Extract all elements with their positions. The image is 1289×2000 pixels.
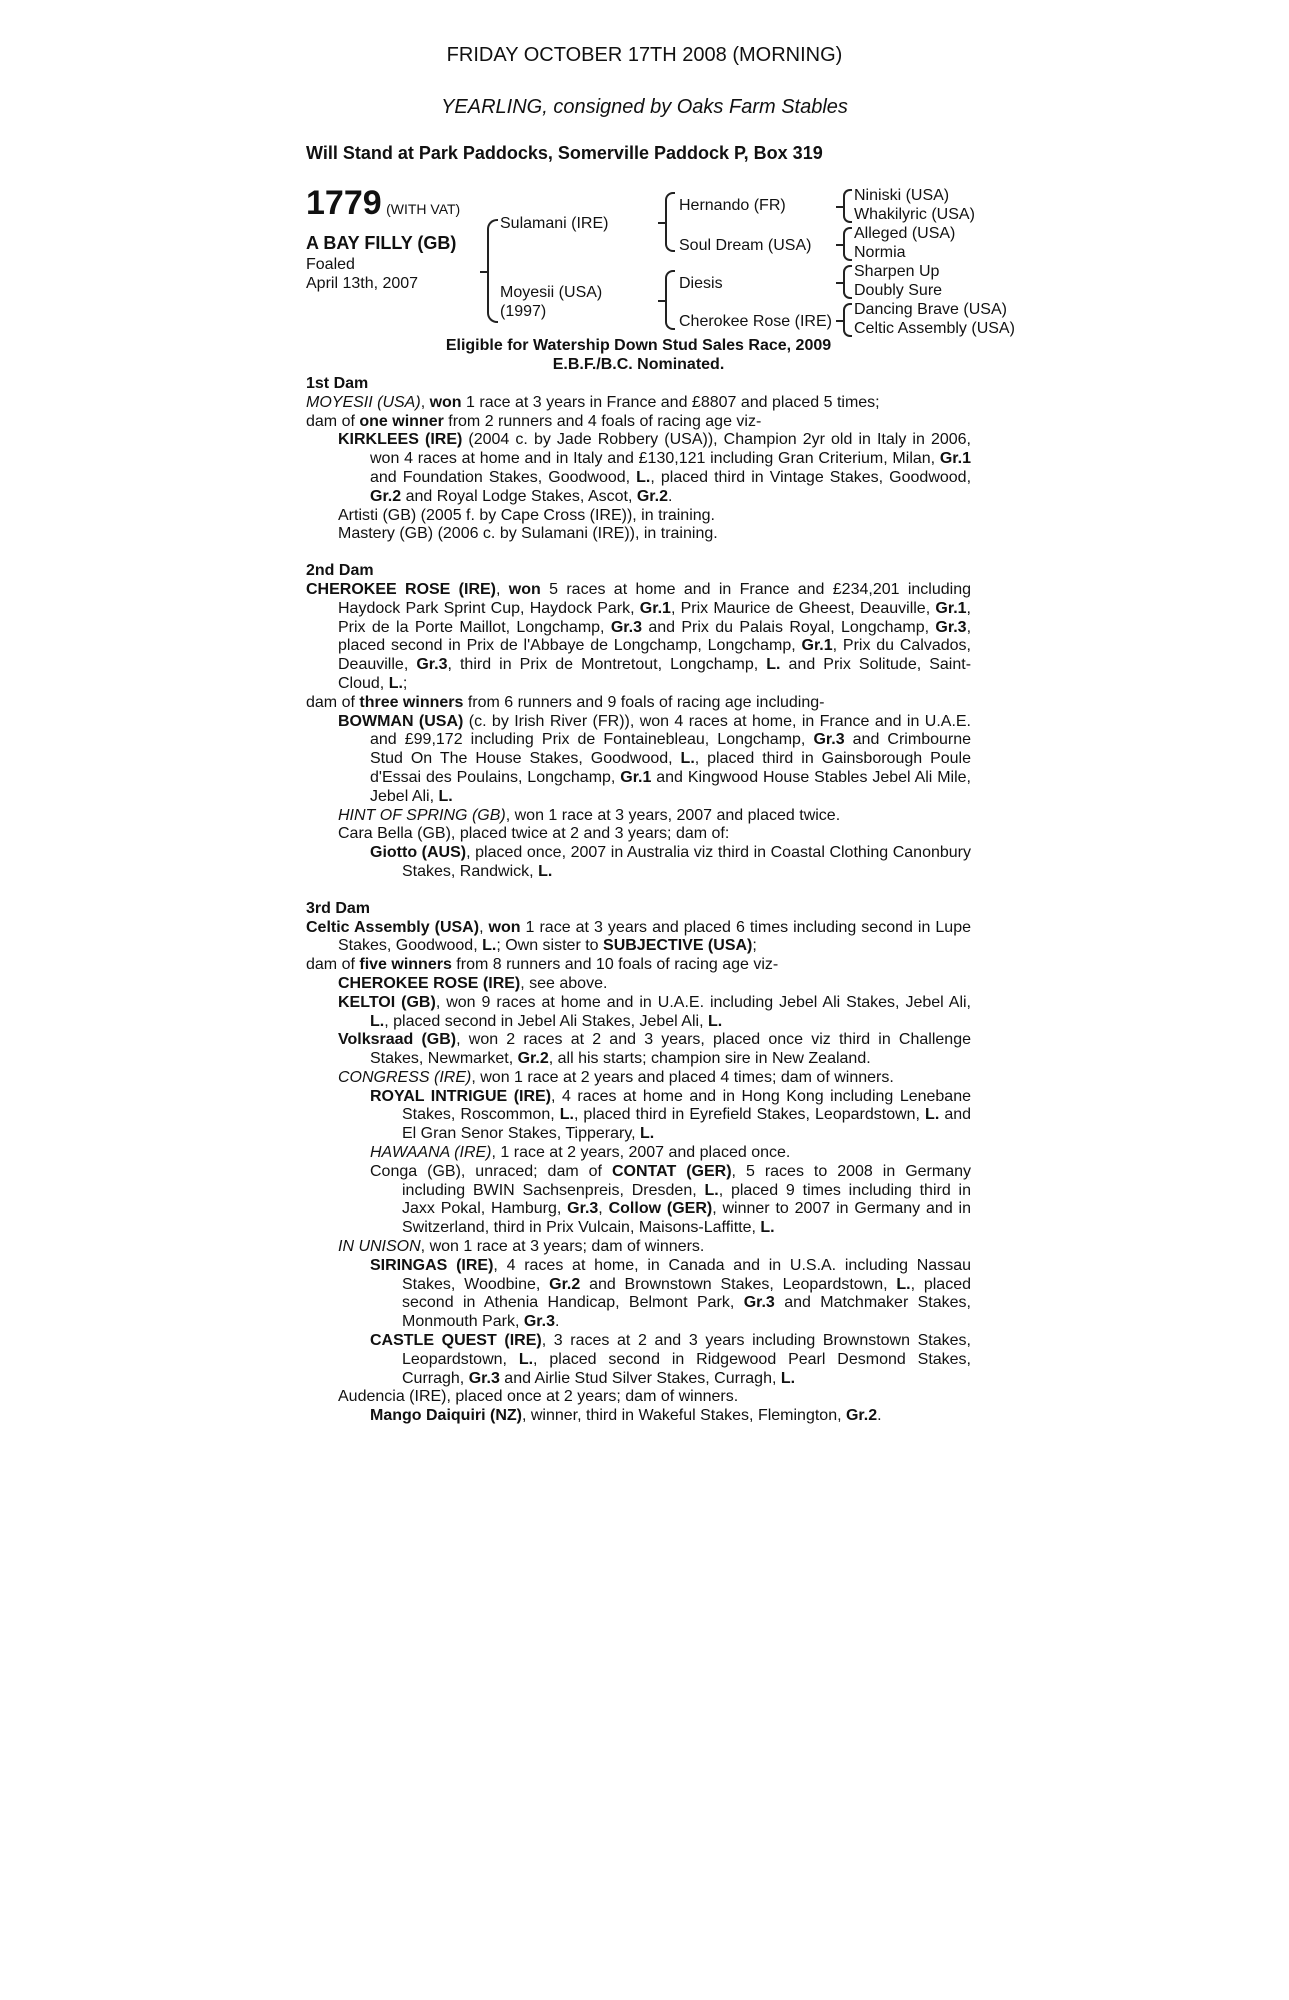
pedigree-brace-3b: [843, 227, 852, 261]
eligibility-line-2: E.B.F./B.C. Nominated.: [552, 356, 725, 373]
ggp-6: Doubly Sure: [854, 282, 943, 299]
ggp-4: Normia: [854, 244, 906, 261]
produce-conga: Conga (GB), unraced; dam of CONTAT (GER), 5 races to 2008 in Germany including BWIN Sachsenpreis, Dresden, L., placed 9 times including third in Jaxx Pokal, Hamburg, Gr.3, Collow (GER), winner to 2007 in Germany and in Switzerland, third in Prix Vulcain, Maisons-Laffitte, L.: [370, 1162, 972, 1237]
ggp-1: Niniski (USA): [854, 187, 950, 204]
produce-giotto: Giotto (AUS), placed once, 2007 in Australia viz third in Coastal Clothing Canonbury Stakes, Randwick, L.: [370, 844, 972, 880]
section-heading-3rd-dam: 3rd Dam: [306, 899, 371, 917]
third-dam-produce-summary: dam of five winners from 8 runners and 10 foals of racing age viz-: [306, 956, 779, 974]
sire-sire: Hernando (FR): [679, 197, 786, 214]
produce-in-unison: IN UNISON, won 1 race at 3 years; dam of winners.: [338, 1238, 705, 1256]
catalogue-body: [306, 375, 971, 1426]
pedigree-brace-2b: [665, 270, 675, 330]
second-dam-cherokee-rose: CHEROKEE ROSE (IRE), won 5 races at home and in France and £234,201 including Haydock Park Sprint Cup, Haydock Park, Gr.1, Prix Maurice de Gheest, Deauville, Gr.1, Prix de la Porte Maillot, Longchamp, Gr.3 and Prix du Palais Royal, Longchamp, Gr.3, placed second in Prix de l'Abbaye de Longchamp, Longchamp, Gr.1, Prix du Calvados, Deauville, Gr.3, third in Prix de Montretout, Longchamp, L. and Prix Solitude, Saint-Cloud, L.;: [306, 580, 972, 692]
dam-dam: Cherokee Rose (IRE): [679, 313, 832, 330]
produce-audencia: Audencia (IRE), placed once at 2 years; dam of winners.: [338, 1388, 739, 1406]
dam: Moyesii (USA): [500, 284, 603, 301]
pedigree-brace-1: [487, 219, 498, 323]
produce-artisti: Artisti (GB) (2005 f. by Cape Cross (IRE)), in training.: [338, 506, 715, 524]
pedigree-brace-2a: [665, 192, 675, 252]
produce-keltoi: KELTOI (GB), won 9 races at home and in U.A.E. including Jebel Ali Stakes, Jebel Ali, L., placed second in Jebel Ali Stakes, Jebel Ali, L.: [338, 993, 972, 1030]
section-heading-1st-dam: 1st Dam: [306, 375, 369, 392]
sire: Sulamani (IRE): [500, 215, 609, 232]
produce-kirklees: KIRKLEES (IRE) (2004 c. by Jade Robbery (USA)), Champion 2yr old in Italy in 2006, won 4 races at home and in Italy and £130,121 including Gran Criterium, Milan, Gr.1 and Foundation Stakes, Goodwood, L., placed third in Vintage Stakes, Goodwood, Gr.2 and Royal Lodge Stakes, Ascot, Gr.2.: [338, 431, 972, 505]
first-dam-line: MOYESII (USA), won 1 race at 3 years in France and £8807 and placed 5 times;: [306, 393, 880, 411]
eligibility-line-1: Eligible for Watership Down Stud Sales Race, 2009: [445, 337, 832, 354]
sale-date: FRIDAY OCTOBER 17TH 2008 (MORNING): [446, 44, 843, 66]
produce-hint-of-spring: HINT OF SPRING (GB), won 1 race at 3 years, 2007 and placed twice.: [338, 806, 841, 824]
produce-bowman: BOWMAN (USA) (c. by Irish River (FR)), won 4 races at home, in France and in U.A.E. and £99,172 including Prix de Fontainebleau, Longchamp, Gr.3 and Crimbourne Stud On The House Stakes, Goodwood, L., placed third in Gainsborough Poule d'Essai des Poulains, Longchamp, Gr.1 and Kingwood House Stables Jebel Ali Mile, Jebel Ali, L.: [338, 712, 972, 805]
produce-volksraad: Volksraad (GB), won 2 races at 2 and 3 years, placed once viz third in Challenge Stakes, Newmarket, Gr.2, all his starts; champion sire in New Zealand.: [338, 1031, 971, 1068]
ggp-2: Whakilyric (USA): [854, 206, 975, 223]
ggp-3: Alleged (USA): [854, 225, 956, 242]
pedigree-brace-3d: [843, 303, 852, 337]
third-dam-celtic-assembly: Celtic Assembly (USA), won 1 race at 3 years and placed 6 times including second in Lupe Stakes, Goodwood, L.; Own sister to SUBJECTIVE (USA);: [306, 918, 971, 955]
first-dam-produce-summary: dam of one winner from 2 runners and 4 foals of racing age viz-: [306, 412, 762, 430]
second-dam-produce-summary: dam of three winners from 6 runners and 9 foals of racing age including-: [306, 693, 825, 711]
consignment-subtitle: YEARLING, consigned by Oaks Farm Stables: [441, 96, 848, 118]
produce-castle-quest: CASTLE QUEST (IRE), 3 races at 2 and 3 years including Brownstown Stakes, Leopardstown, L., placed second in Ridgewood Pearl Desmond Stakes, Curragh, Gr.3 and Airlie Stud Silver Stakes, Curragh, L.: [370, 1332, 971, 1387]
produce-mango-daiquiri: Mango Daiquiri (NZ), winner, third in Wakeful Stakes, Flemington, Gr.2.: [370, 1407, 882, 1425]
produce-cara-bella: Cara Bella (GB), placed twice at 2 and 3 years; dam of:: [338, 825, 730, 843]
dam-year: (1997): [500, 303, 547, 320]
sire-dam: Soul Dream (USA): [679, 237, 812, 254]
foaled-date: April 13th, 2007: [306, 275, 419, 292]
ggp-7: Dancing Brave (USA): [854, 301, 1007, 318]
stand-location: Will Stand at Park Paddocks, Somerville Paddock P, Box 319: [306, 143, 823, 163]
section-heading-2nd-dam: 2nd Dam: [306, 562, 374, 580]
ggp-5: Sharpen Up: [854, 263, 940, 280]
vat-label: (WITH VAT): [386, 201, 461, 217]
produce-royal-intrigue: ROYAL INTRIGUE (IRE), 4 races at home and in Hong Kong including Lenebane Stakes, Roscommon, L., placed third in Eyrefield Stakes, Leopardstown, L. and El Gran Senor Stakes, Tipperary, L.: [370, 1087, 972, 1143]
produce-siringas: SIRINGAS (IRE), 4 races at home, in Canada and in U.S.A. including Nassau Stakes, Woodbine, Gr.2 and Brownstown Stakes, Leopardstown, L., placed second in Athenia Handicap, Belmont Park, Gr.3 and Matchmaker Stakes, Monmouth Park, Gr.3.: [370, 1256, 971, 1331]
produce-cherokee-rose: CHEROKEE ROSE (IRE), see above.: [338, 974, 608, 992]
lot-number: 1779: [306, 184, 382, 222]
ggp-8: Celtic Assembly (USA): [854, 320, 1015, 337]
dam-sire: Diesis: [679, 275, 723, 292]
lot-description: A BAY FILLY (GB): [306, 233, 457, 253]
foaled-label: Foaled: [306, 256, 355, 273]
pedigree-brace-3c: [843, 265, 852, 299]
produce-mastery: Mastery (GB) (2006 c. by Sulamani (IRE)), in training.: [338, 525, 718, 543]
produce-hawaana: HAWAANA (IRE), 1 race at 2 years, 2007 and placed once.: [370, 1144, 791, 1162]
lot-number-block: [306, 184, 460, 223]
produce-congress: CONGRESS (IRE), won 1 race at 2 years and placed 4 times; dam of winners.: [338, 1068, 894, 1086]
pedigree-brace-3a: [843, 189, 852, 223]
